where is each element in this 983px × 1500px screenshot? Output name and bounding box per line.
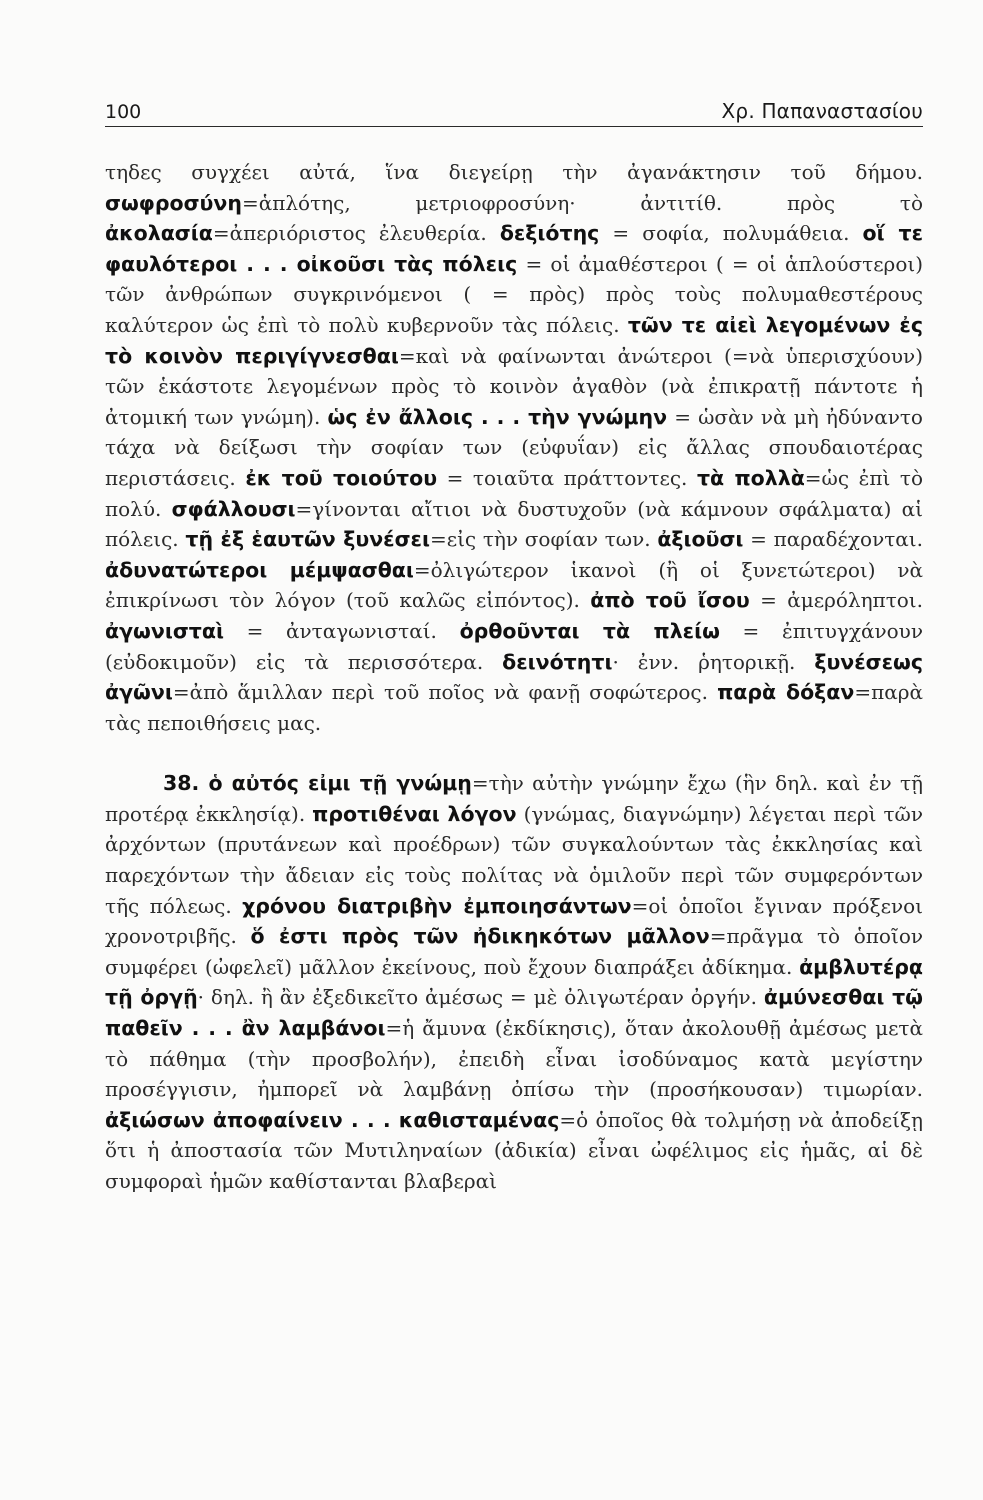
gloss-text: =τὴν αὐτὴν γνώμην ἔχω (ἣν δηλ. καὶ ἐν τῇ προτέρᾳ ἐκκλησίᾳ). <box>105 771 924 826</box>
lemma-term: 38. ὁ αὐτός εἰμι τῇ γνώμῃ <box>163 771 472 796</box>
gloss-text: = ἀμερόληπτοι. <box>749 588 923 613</box>
gloss-text: =ἀπεριόριστος ἐλευθερία. <box>212 221 500 246</box>
lemma-term: ἀμβλυτέρᾳ τῇ ὀργῇ <box>105 954 923 1010</box>
gloss-text: =ὡς ἐπὶ τὸ πολύ. <box>105 465 924 521</box>
lemma-term: ὀρθοῦνται τὰ πλείω <box>459 618 720 643</box>
gloss-text: = σοφία, πολυμάθεια. <box>599 221 863 246</box>
lemma-term: ἀξιοῦσι <box>657 527 744 552</box>
lemma-term: προτιθέναι λόγον <box>312 801 517 826</box>
gloss-text: = οἱ ἀμαθέστεροι ( = οἱ ἁπλούστεροι) τῶν ἀνθρώπων συγκρινόμενοι ( = πρὸς) πρὸς τοὺς πολυμαθεστέρους καλύτερον ὡς ἐπὶ τὸ πολὺ κυβερνοῦν τὰς πόλεις. <box>105 251 924 337</box>
lemma-term: ἀκολασία <box>105 221 213 246</box>
gloss-text: =καὶ νὰ φαίνωνται ἀνώτεροι (=νὰ ὑπερισχύουν) τῶν ἑκάστοτε λεγομένων πρὸς τὸ κοινὸν ἀγαθὸν (νὰ ἐπικρατῇ πάντοτε ἡ ἀτομική των γνώμη). <box>105 343 923 429</box>
lemma-term: σφάλλουσι <box>171 496 296 521</box>
gloss-text: =ἡ ἄμυνα (ἐκδίκησις), ὅταν ἀκολουθῇ ἀμέσως μετὰ τὸ πάθημα (τὴν προσβολήν), ἐπειδὴ εἶναι ἰσοδύναμος κατὰ μεγίστην προσέγγισιν, ἠμπορεῖ νὰ λαμβάνῃ ὀπίσω τὴν (προσήκουσαν) τιμωρίαν. <box>105 1016 923 1102</box>
running-head: Χρ. Παπαναστασίου <box>721 99 923 123</box>
page-number: 100 <box>105 101 142 123</box>
commentary-text <box>105 157 923 1197</box>
commentary-paragraph-38 <box>105 768 923 1196</box>
commentary-paragraph-37 <box>105 157 923 738</box>
gloss-text: · δηλ. ἢ ἂν ἐξεδικεῖτο ἀμέσως = μὲ ὀλιγωτέραν ὀργήν. <box>197 985 764 1010</box>
lemma-term: δεινότητι <box>502 649 613 674</box>
gloss-text: = ἐπιτυγχάνουν (εὐδοκιμοῦν) εἰς τὰ περισσότερα. <box>105 618 924 674</box>
gloss-text: = τοιαῦτα πράττοντες. <box>437 465 697 490</box>
lemma-term: ἀξιώσων ἀποφαίνειν . . . καθισταμένας <box>105 1107 560 1132</box>
lemma-term: ἀπὸ τοῦ ἴσου <box>590 588 750 613</box>
gloss-text: =παρὰ τὰς πεποιθήσεις μας. <box>105 680 923 735</box>
lemma-term: ἀμύνεσθαι τῷ παθεῖν . . . ἂν λαμβάνοι <box>105 985 923 1041</box>
gloss-text: · ἐνν. ῥητορικῇ. <box>612 649 815 674</box>
lemma-term: τῇ ἐξ ἑαυτῶν ξυνέσει <box>185 527 430 552</box>
lemma-term: ἀδυνατώτεροι μέμψασθαι <box>105 557 414 582</box>
gloss-text: = παραδέχονται. <box>743 527 924 552</box>
lemma-term: τῶν τε αἰεὶ λεγομένων ἐς τὸ κοινὸν περιγίγνεσθαι <box>105 312 923 368</box>
lemma-term: σωφροσύνη <box>105 190 242 215</box>
lemma-term: χρόνου διατριβὴν ἐμποιησάντων <box>242 893 632 918</box>
gloss-text: = ἀνταγωνισταί. <box>223 618 460 643</box>
gloss-text: (γνώμας, διαγνώμην) λέγεται περὶ τῶν ἀρχόντων (πρυτάνεων καὶ προέδρων) τῶν συγκαλούντων τὰς ἐκκλησίας καὶ παρεχόντων τὴν ἄδειαν εἰς τοὺς πολίτας νὰ ὁμιλοῦν περὶ τῶν συμφερόντων τῆς πόλεως. <box>105 801 923 918</box>
gloss-text: =ὁ ὁποῖος θὰ τολμήσῃ νὰ ἀποδείξῃ ὅτι ἡ ἀποστασία τῶν Μυτιληναίων (ἀδικία) εἶναι ὠφέλιμος εἰς ἡμᾶς, αἱ δὲ συμφοραὶ ἡμῶν καθίστανται βλαβεραὶ <box>105 1107 923 1193</box>
gloss-text: =ἁπλότης, μετριοφροσύνη· ἀντιτίθ. πρὸς τὸ <box>241 190 923 215</box>
gloss-text: =γίνονται αἴτιοι νὰ δυστυχοῦν (νὰ κάμνουν σφάλματα) αἱ πόλεις. <box>105 496 923 552</box>
lemma-term: τὰ πολλὰ <box>696 465 805 490</box>
gloss-text: =οἱ ὁποῖοι ἔγιναν πρόξενοι χρονοτριβῆς. <box>105 893 923 949</box>
gloss-text: =πρᾶγμα τὸ ὁποῖον συμφέρει (ὠφελεῖ) μᾶλλον ἐκείνους, ποὺ ἔχουν διαπράξει ἀδίκημα. <box>105 924 924 979</box>
page-header <box>105 96 923 127</box>
gloss-text: τηδες συγχέει αὐτά, ἵνα διεγείρῃ τὴν ἀγανάκτησιν τοῦ δήμου. <box>105 160 923 184</box>
lemma-term: δεξιότης <box>499 221 600 246</box>
lemma-term: ἀγωνισταὶ <box>105 618 224 643</box>
gloss-text: =ἀπὸ ἅμιλλαν περὶ τοῦ ποῖος νὰ φανῇ σοφώτερος. <box>172 680 718 705</box>
lemma-term: ὡς ἐν ἄλλοις . . . τὴν γνώμην <box>327 404 668 429</box>
lemma-term: παρὰ δόξαν <box>717 680 855 705</box>
lemma-term: ἐκ τοῦ τοιούτου <box>245 465 438 490</box>
gloss-text: = ὡσὰν νὰ μὴ ἠδύναντο τάχα νὰ δείξωσι τὴν σοφίαν των (εὐφυΐαν) εἰς ἄλλας σπουδαιοτέρας περιστάσεις. <box>105 404 923 490</box>
lemma-term: ξυνέσεως ἀγῶνι <box>105 649 924 705</box>
lemma-term: οἵ τε φαυλότεροι . . . οἰκοῦσι τὰς πόλεις <box>105 221 923 276</box>
lemma-term: ὅ ἐστι πρὸς τῶν ἠδικηκότων μᾶλλον <box>250 924 710 949</box>
gloss-text: =ὀλιγώτερον ἱκανοὶ (ἢ οἱ ξυνετώτεροι) νὰ ἐπικρίνωσι τὸν λόγον (τοῦ καλῶς εἰπόντος). <box>105 557 924 613</box>
gloss-text: =εἰς τὴν σοφίαν των. <box>429 527 658 552</box>
